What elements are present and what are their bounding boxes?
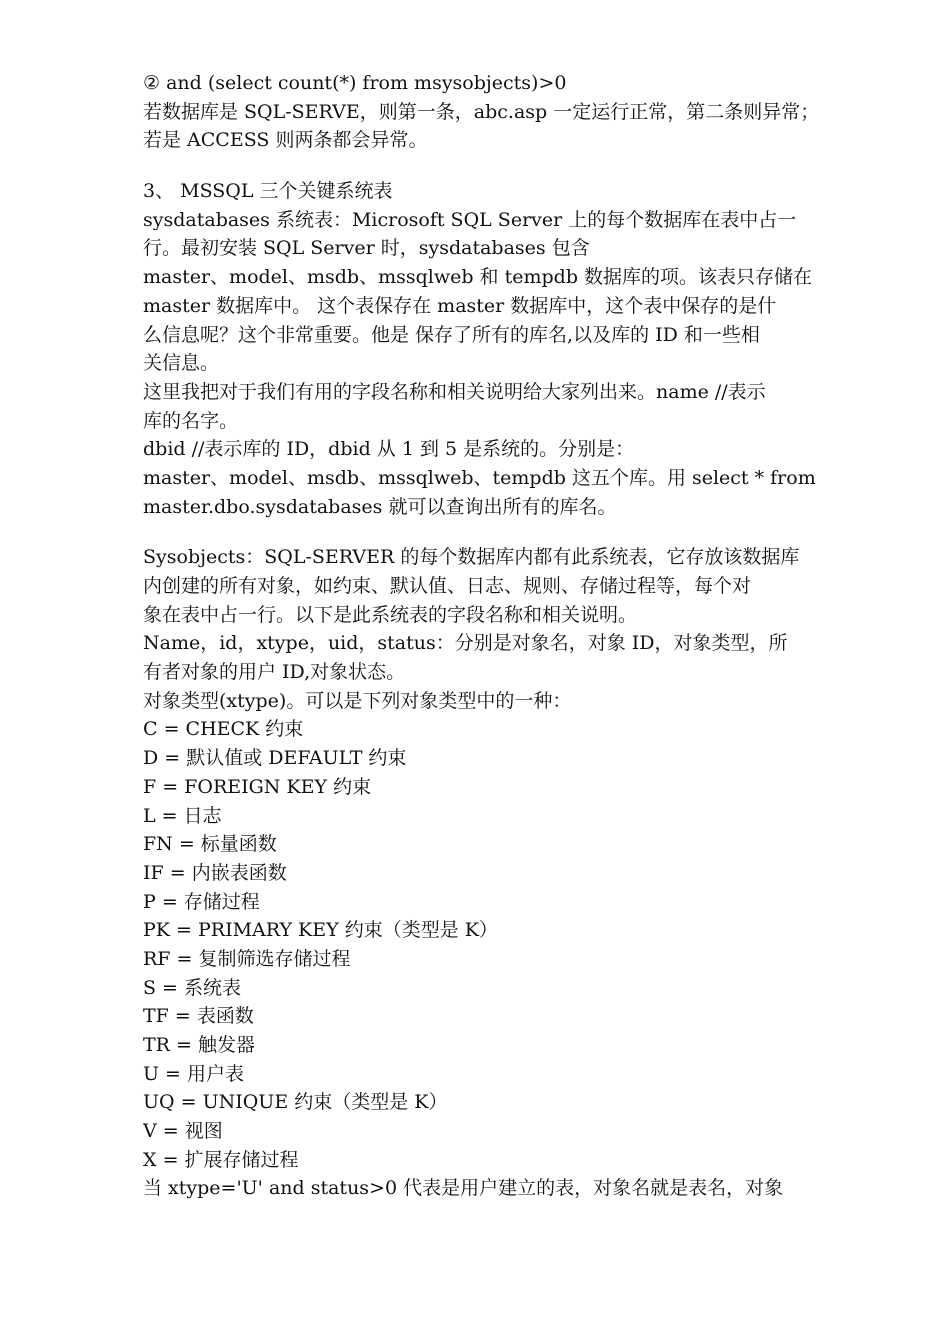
paragraph-sysobjects (143, 543, 883, 1203)
text-line: dbid //表示库的 ID，dbid 从 1 到 5 是系统的。分别是： (143, 438, 635, 461)
text-line: 有者对象的用户 ID,对象状态。 (143, 661, 406, 684)
text-line: master 数据库中。 这个表保存在 master 数据库中，这个表中保存的是什 (143, 294, 777, 317)
text-line: 库的名字。 (143, 409, 239, 432)
paragraph-spacer (143, 155, 883, 177)
text-line: Name，id，xtype，uid，status：分别是对象名，对象 ID，对象类型，所 (143, 632, 788, 655)
xtype-item: L = 日志 (143, 804, 222, 827)
text-line: 当 xtype='U' and status>0 代表是用户建立的表，对象名就是表名，对象 (143, 1177, 784, 1200)
xtype-item: IF = 内嵌表函数 (143, 861, 287, 884)
section-heading: 3、 MSSQL 三个关键系统表 (143, 180, 393, 203)
text-line: master、model、msdb、mssqlweb 和 tempdb 数据库的项。该表只存储在 (143, 266, 813, 289)
xtype-item: RF = 复制筛选存储过程 (143, 947, 351, 970)
text-line: 关信息。 (143, 352, 220, 375)
xtype-item: TR = 触发器 (143, 1034, 255, 1056)
text-line: 内创建的所有对象，如约束、默认值、日志、规则、存储过程等，每个对 (143, 575, 752, 597)
xtype-item: D = 默认值或 DEFAULT 约束 (143, 747, 407, 770)
text-line: 若是 ACCESS 则两条都会异常。 (143, 129, 428, 152)
text-line: sysdatabases 系统表：Microsoft SQL Server 上的每个数据库在表中占一 (143, 208, 797, 231)
paragraph-access-check (143, 69, 883, 155)
text-line: master.dbo.sysdatabases 就可以查询出所有的库名。 (143, 495, 617, 518)
text-line: 么信息呢？这个非常重要。他是 保存了所有的库名,以及库的 ID 和一些相 (143, 323, 760, 346)
paragraph-spacer (143, 521, 883, 543)
xtype-item: U = 用户表 (143, 1062, 245, 1085)
text-line: master、model、msdb、mssqlweb、tempdb 这五个库。用 select * from (143, 466, 816, 489)
paragraph-sysdatabases (143, 177, 883, 521)
text-line: 这里我把对于我们有用的字段名称和相关说明给大家列出来。name //表示 (143, 380, 766, 403)
xtype-item: X = 扩展存储过程 (143, 1148, 299, 1171)
text-line: 若数据库是 SQL-SERVE，则第一条，abc.asp 一定运行正常，第二条则异常； (143, 100, 820, 123)
document-page (143, 69, 883, 1203)
xtype-item: PK = PRIMARY KEY 约束（类型是 K） (143, 919, 498, 942)
text-line: 象在表中占一行。以下是此系统表的字段名称和相关说明。 (143, 603, 638, 626)
xtype-item: TF = 表函数 (143, 1005, 254, 1028)
text-line: 对象类型(xtype)。可以是下列对象类型中的一种： (143, 689, 572, 712)
text-line: Sysobjects：SQL-SERVER 的每个数据库内都有此系统表，它存放该数据库 (143, 546, 800, 569)
text-line: ② and (select count(*) from msysobjects)>0 (143, 72, 567, 94)
xtype-item: P = 存储过程 (143, 890, 260, 913)
xtype-item: UQ = UNIQUE 约束（类型是 K） (143, 1091, 448, 1114)
xtype-item: F = FOREIGN KEY 约束 (143, 775, 372, 798)
xtype-item: C = CHECK 约束 (143, 718, 304, 741)
text-line: 行。最初安装 SQL Server 时，sysdatabases 包含 (143, 237, 590, 260)
xtype-item: V = 视图 (143, 1120, 223, 1143)
xtype-item: FN = 标量函数 (143, 833, 277, 856)
xtype-item: S = 系统表 (143, 976, 242, 999)
